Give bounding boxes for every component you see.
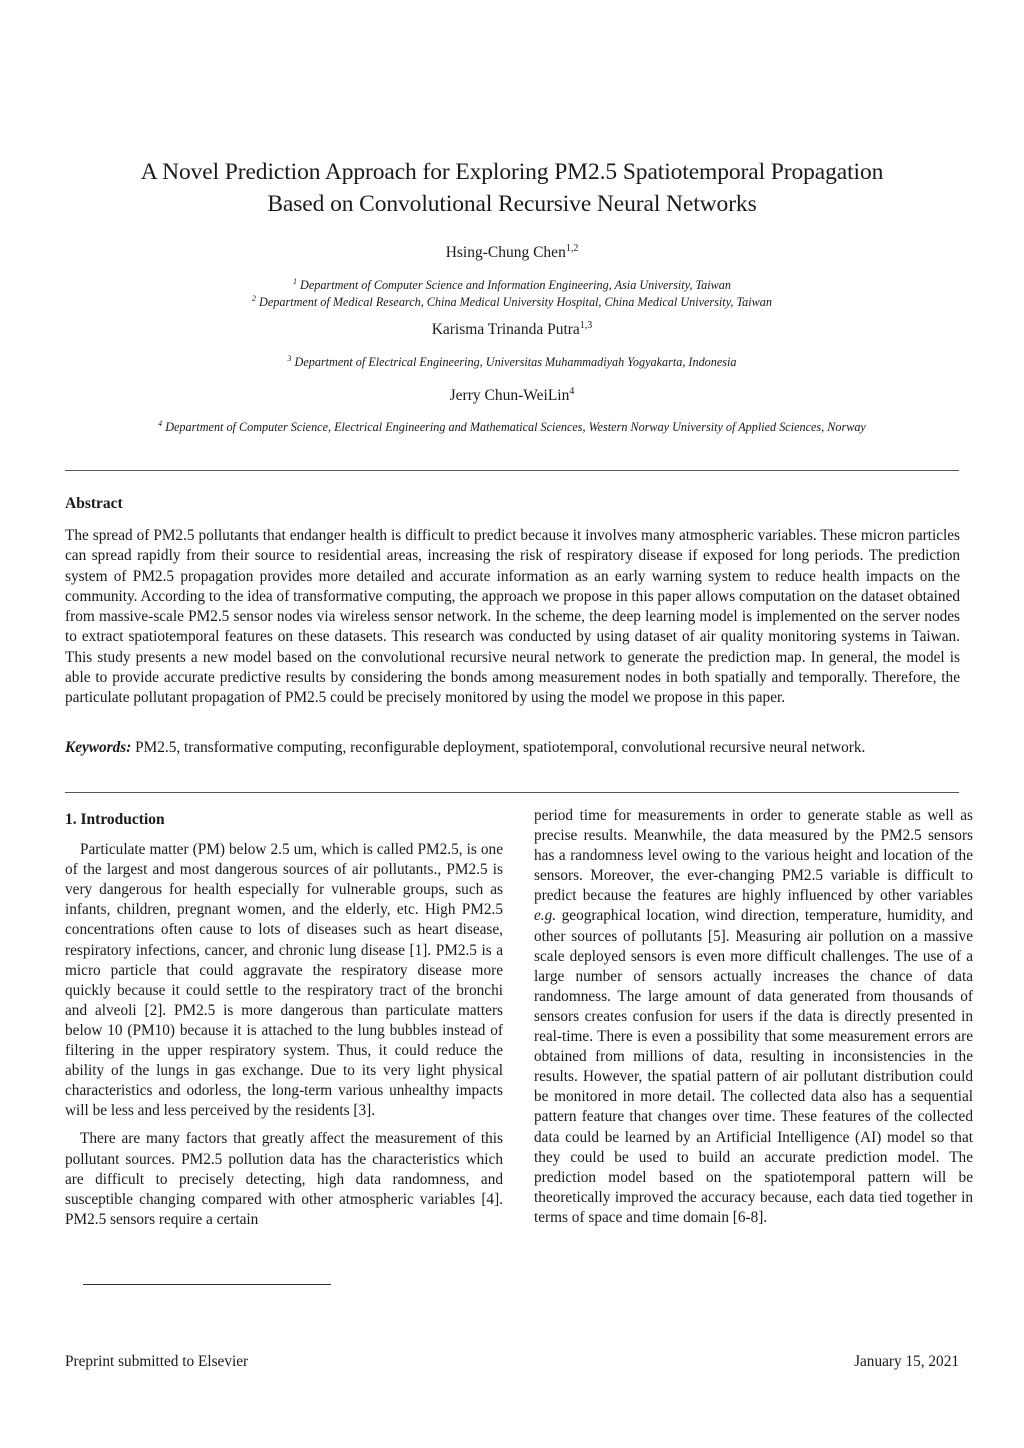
author-name: Jerry Chun-WeiLin [449,387,570,404]
author-1 [0,243,1024,263]
footer-preprint-note: Preprint submitted to Elsevier [65,1353,249,1370]
section-heading-introduction: 1. Introduction [65,811,165,828]
affiliation-sup: 1 [293,277,297,286]
keywords [65,738,965,758]
author-name: Hsing-Chung Chen [445,244,566,261]
footnote-rule [83,1284,331,1285]
affiliation-2 [0,294,1024,311]
intro-paragraph-2-continued [534,806,973,1228]
divider-bottom [65,792,959,793]
intro-paragraph-1: Particulate matter (PM) below 2.5 um, which is called PM2.5, is one of the largest and most dangerous sources of air pollutants., PM2.5 is very dangerous for health especially for vulnerable groups, such as infants, children, pregnant women, and the elderly, etc. High PM2.5 concentrations often cause to lots of diseases such as heart disease, respiratory infections, cancer, and chronic lung disease [1]. PM2.5 is a micro particle that could aggravate the respiratory disease more quickly because it could settle to the respiratory tract of the bronchi and alveoli [2]. PM2.5 is more dangerous than particulate matters below 10 (PM10) because it is attached to the lung bubbles instead of filtering in the upper respiratory system. Thus, it could reduce the ability of the lungs in gas exchange. Due to its very light physical characteristics and odorless, the long-term various unhealthy impacts will be less and less perceived by the residents [3]. [65,841,503,1120]
affiliation-sup: 2 [252,294,256,303]
keywords-label: Keywords: [65,739,132,756]
abstract-heading: Abstract [65,495,123,512]
affiliation-1 [0,277,1024,294]
intro-paragraph-2: There are many factors that greatly affect the measurement of this pollutant sources. PM2.5 pollution data has the characteristics which are difficult to precisely detecting, high data randomness, and susceptible changing compared with other atmospheric variables [4]. PM2.5 sensors require a certain [65,1130,503,1228]
author-sup: 4 [569,386,575,397]
column-right [534,806,973,1228]
affiliation-4 [0,419,1024,436]
abstract-text: The spread of PM2.5 pollutants that endanger health is difficult to predict because it involves many atmospheric variables. These micron particles can spread rapidly from their source to residential areas, increasing the risk of respiratory disease if exposed for long periods. The prediction system of PM2.5 propagation provides more detailed and accurate information as an early warning system to reduce health impacts on the community. According to the idea of transformative computing, the approach we propose in this paper allows computation on the dataset obtained from massive-scale PM2.5 sensor nodes via wireless sensor network. In the scheme, the deep learning model is implemented on the server nodes to extract spatiotemporal features on these datasets. This research was conducted by using dataset of air quality monitoring systems in Taiwan. This study presents a new model based on the convolutional recursive neural network to generate the prediction map. In general, the model is able to provide accurate predictive results by considering the bonds among measurement nodes in both spatially and temporally. Therefore, the particulate pollutant propagation of PM2.5 could be precisely monitored by using the model we propose in this paper. [65,527,960,707]
affiliation-sup: 3 [287,354,292,363]
text-run-italic: e.g. [534,907,557,925]
author-2 [0,320,1024,340]
affiliation-text: Department of Computer Science and Information Engineering, Asia University, Taiwan [297,278,731,292]
text-run: period time for measurements in order to generate stable as well as precise results. Meanwhile, the data measured by the PM2.5 sensors has a randomness level owing to the various height and location of the sensors. Moreover, the ever-changing PM2.5 variable is difficult to predict because the features are highly influenced by other variables [534,807,973,905]
author-sup: 1,3 [579,320,593,331]
footer-date: January 15, 2021 [854,1353,959,1370]
keywords-text: PM2.5, transformative computing, reconfigurable deployment, spatiotemporal, convolutional recursive neural network. [131,739,866,756]
text-run: geographical location, wind direction, temperature, humidity, and other sources of pollutants [5]. Measuring air pollution on a massive scale deployed sensors is even more difficult challenges. The use of a large number of sensors actually increases the chance of data randomness. The large amount of data generated from thousands of sensors creates confusion for users if the data is directly presented in real-time. There is even a possibility that some measurement errors are obtained from millions of data, resulting in inconsistencies in the results. However, the spatial pattern of air pollutant distribution could be monitored in more detail. The collected data also has a sequential pattern feature that changes over time. These features of the collected data could be learned by an Artificial Intelligence (AI) model so that they could be used to build an accurate prediction model. The prediction model based on the spatiotemporal pattern will be theoretically improved the accuracy because, each data tied together in terms of space and time domain [6-8]. [534,907,973,1226]
paper-title [0,156,1024,220]
author-name: Karisma Trinanda Putra [431,321,580,338]
column-left [65,810,503,1238]
affiliation-text: Department of Medical Research, China Medical University Hospital, China Medical University, Taiwan [256,295,772,309]
author-3 [0,386,1024,406]
affiliation-text: Department of Electrical Engineering, Universitas Muhammadiyah Yogyakarta, Indonesia [291,355,737,369]
title-line-2: Based on Convolutional Recursive Neural Networks [267,191,757,217]
title-line-1: A Novel Prediction Approach for Exploring PM2.5 Spatiotemporal Propagation [140,159,884,185]
affiliation-3 [0,354,1024,371]
affiliation-sup: 4 [158,419,163,428]
affiliation-text: Department of Computer Science, Electrical Engineering and Mathematical Sciences, Western Norway University of Applied Sciences, Norway [162,420,866,434]
author-sup: 1,2 [565,243,579,254]
divider-top [65,470,959,471]
